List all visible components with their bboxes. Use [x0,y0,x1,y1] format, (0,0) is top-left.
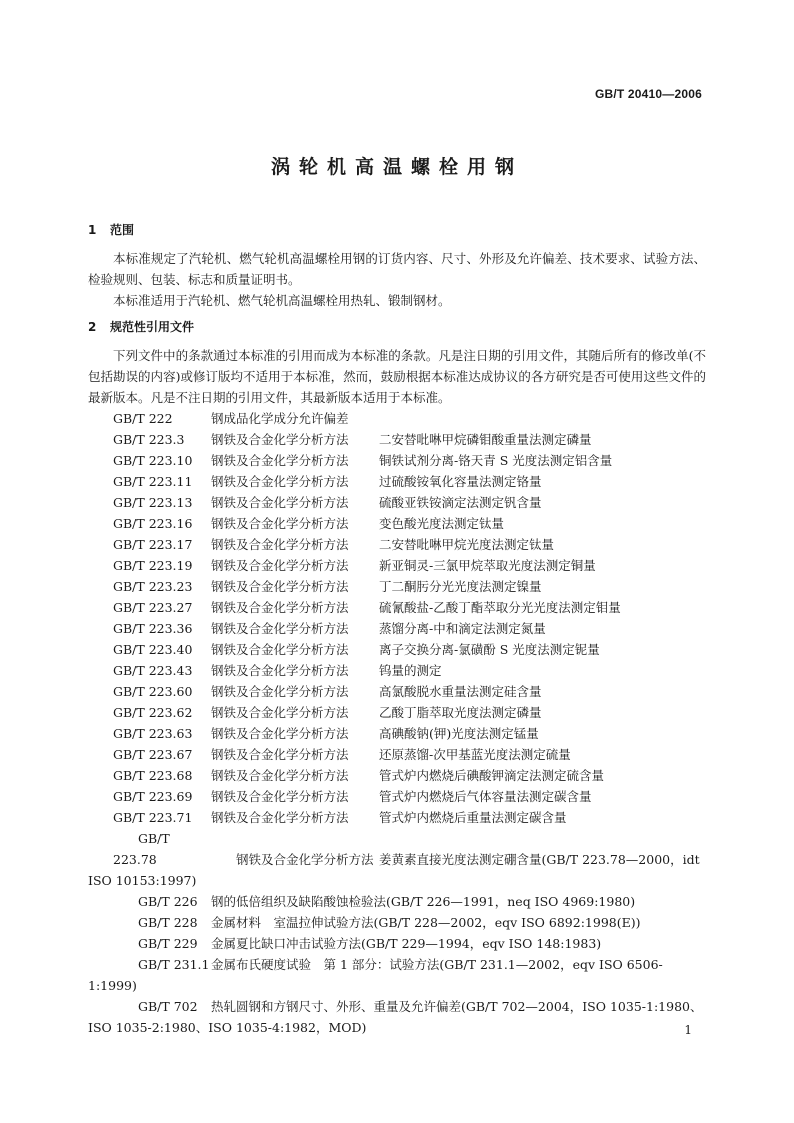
reference-item [88,807,706,828]
reference-code: GB/T 223.60 [113,684,193,699]
reference-category: 钢铁及合金化学分析方法 [211,642,349,657]
standard-number: GB/T 20410—2006 [594,87,702,101]
reference-category: 钢铁及合金化学分析方法 [211,453,349,468]
reference-category: 钢铁及合金化学分析方法 [211,621,349,636]
reference-item [88,723,706,744]
reference-title: 二安替吡啉甲烷光度法测定钛量 [379,537,555,552]
reference-code: GB/T 223.67 [113,747,193,762]
reference-item [88,933,706,954]
page-number: 1 [684,1023,692,1037]
reference-category: 钢铁及合金化学分析方法 [211,768,349,783]
reference-item [88,912,706,933]
reference-category: 钢铁及合金化学分析方法 [211,558,349,573]
reference-code: GB/T 223.27 [113,600,193,615]
reference-code: GB/T 231.1 [138,957,210,972]
reference-item [88,954,706,996]
reference-item [88,597,706,618]
reference-code: GB/T 229 [138,936,198,951]
reference-category: 钢铁及合金化学分析方法 [211,705,349,720]
reference-code: GB/T 223.19 [113,558,193,573]
reference-code: GB/T 223.36 [113,621,193,636]
reference-title: 乙酸丁脂萃取光度法测定磷量 [379,705,542,720]
section-number: 1 [88,223,97,237]
reference-title: 管式炉内燃烧后气体容量法测定碳含量 [379,789,592,804]
reference-code: GB/T 223.11 [113,474,193,489]
reference-code: GB/T 223.63 [113,726,193,741]
reference-title: 热轧圆钢和方钢尺寸、外形、重量及允许偏差(GB/T 702—2004，ISO 1035-1:1980、ISO 1035-2:1980、ISO 1035-4:1982，MOD) [88,999,703,1035]
reference-title: 硫氰酸盐-乙酸丁酯萃取分光光度法测定钼量 [379,600,621,615]
reference-code: GB/T 226 [138,894,198,909]
reference-item [88,513,706,534]
section-heading [88,317,706,338]
reference-code: GB/T 223.16 [113,516,193,531]
reference-item [88,576,706,597]
reference-item [88,828,706,891]
reference-item [88,618,706,639]
reference-category: 钢铁及合金化学分析方法 [211,537,349,552]
reference-code: GB/T 223.40 [113,642,193,657]
paragraph: 本标准规定了汽轮机、燃气轮机高温螺栓用钢的订货内容、尺寸、外形及允许偏差、技术要求、试验方法、检验规则、包装、标志和质量证明书。 [88,251,706,287]
document-title: 涡轮机高温螺栓用钢 [270,156,523,178]
reference-item [88,639,706,660]
reference-item [88,744,706,765]
reference-category: 钢铁及合金化学分析方法 [211,474,349,489]
reference-code: GB/T 223.23 [113,579,193,594]
reference-title: 还原蒸馏-次甲基蓝光度法测定硫量 [379,747,571,762]
reference-title: 金属夏比缺口冲击试验方法(GB/T 229—1994，eqv ISO 148:1983) [211,936,602,951]
reference-item [88,555,706,576]
reference-title: 高碘酸钠(钾)光度法测定锰量 [379,726,539,741]
paragraph: 本标准适用于汽轮机、燃气轮机高温螺栓用热轧、锻制钢材。 [113,293,451,308]
reference-category: 钢铁及合金化学分析方法 [211,663,349,678]
reference-item [88,891,706,912]
reference-category: 钢铁及合金化学分析方法 [211,495,349,510]
reference-category: 钢铁及合金化学分析方法 [211,747,349,762]
reference-title: 管式炉内燃烧后重量法测定碳含量 [379,810,567,825]
reference-title: 钢成品化学成分允许偏差 [211,411,349,426]
section-title: 规范性引用文件 [110,320,195,334]
reference-code: GB/T 223.13 [113,495,193,510]
section-heading [88,220,706,241]
reference-code: GB/T 223.10 [113,453,193,468]
reference-category: 钢铁及合金化学分析方法 [211,684,349,699]
reference-title: 新亚铜灵-三氯甲烷萃取光度法测定铜量 [379,558,596,573]
section-number: 2 [88,320,97,334]
reference-title: 铜铁试剂分离-铬天青 S 光度法测定铝含量 [379,453,613,468]
section-title: 范围 [110,223,135,237]
reference-category: 钢铁及合金化学分析方法 [211,726,349,741]
reference-item [88,996,706,1038]
reference-code: GB/T 223.78 [113,831,170,867]
reference-title: 姜黄素直接光度法测定硼含量(GB/T 223.78—2000，idt ISO 10153:1997) [88,852,700,888]
reference-category: 钢铁及合金化学分析方法 [211,810,349,825]
reference-title: 硫酸亚铁铵滴定法测定钒含量 [379,495,542,510]
reference-category: 钢铁及合金化学分析方法 [211,516,349,531]
document-body [88,216,706,1038]
reference-item [88,450,706,471]
reference-code: GB/T 223.3 [113,432,185,447]
reference-category: 钢铁及合金化学分析方法 [236,852,374,867]
reference-title: 高氯酸脱水重量法测定硅含量 [379,684,542,699]
reference-code: GB/T 223.43 [113,663,193,678]
reference-title: 金属材料 室温拉伸试验方法(GB/T 228—2002，eqv ISO 6892:1998(E)) [211,915,641,930]
paragraph: 下列文件中的条款通过本标准的引用而成为本标准的条款。凡是注日期的引用文件，其随后所有的修改单(不包括勘误的内容)或修订版均不适用于本标准，然而，鼓励根据本标准达成协议的各方研究是否可使用这些文件的最新版本。凡是不注日期的引用文件，其最新版本适用于本标准。 [88,348,706,405]
reference-title: 离子交换分离-氯磺酚 S 光度法测定铌量 [379,642,600,657]
reference-item [88,429,706,450]
reference-title: 钢的低倍组织及缺陷酸蚀检验法(GB/T 226—1991，neq ISO 4969:1980) [211,894,636,909]
reference-title: 变色酸光度法测定钛量 [379,516,505,531]
reference-item [88,408,706,429]
reference-code: GB/T 702 [138,999,198,1014]
reference-code: GB/T 223.71 [113,810,193,825]
reference-title: 管式炉内燃烧后碘酸钾滴定法测定硫含量 [379,768,605,783]
reference-title: 钨量的测定 [379,663,442,678]
reference-item [88,702,706,723]
reference-category: 钢铁及合金化学分析方法 [211,600,349,615]
reference-code: GB/T 223.69 [113,789,193,804]
reference-title: 过硫酸铵氧化容量法测定铬量 [379,474,542,489]
reference-item [88,681,706,702]
reference-item [88,471,706,492]
reference-title: 丁二酮肟分光光度法测定镍量 [379,579,542,594]
reference-list [88,408,706,1038]
reference-code: GB/T 222 [113,411,173,426]
reference-item [88,765,706,786]
reference-code: GB/T 228 [138,915,198,930]
reference-category: 钢铁及合金化学分析方法 [211,579,349,594]
reference-title: 二安替吡啉甲烷磷钼酸重量法测定磷量 [379,432,592,447]
reference-code: GB/T 223.17 [113,537,193,552]
reference-item [88,492,706,513]
reference-category: 钢铁及合金化学分析方法 [211,789,349,804]
reference-title: 金属布氏硬度试验 第 1 部分：试验方法(GB/T 231.1—2002，eqv ISO 6506-1:1999) [88,957,663,993]
reference-category: 钢铁及合金化学分析方法 [211,432,349,447]
reference-code: GB/T 223.62 [113,705,193,720]
reference-code: GB/T 223.68 [113,768,193,783]
reference-title: 蒸馏分离-中和滴定法测定氮量 [379,621,546,636]
reference-item [88,660,706,681]
reference-item [88,534,706,555]
reference-item [88,786,706,807]
